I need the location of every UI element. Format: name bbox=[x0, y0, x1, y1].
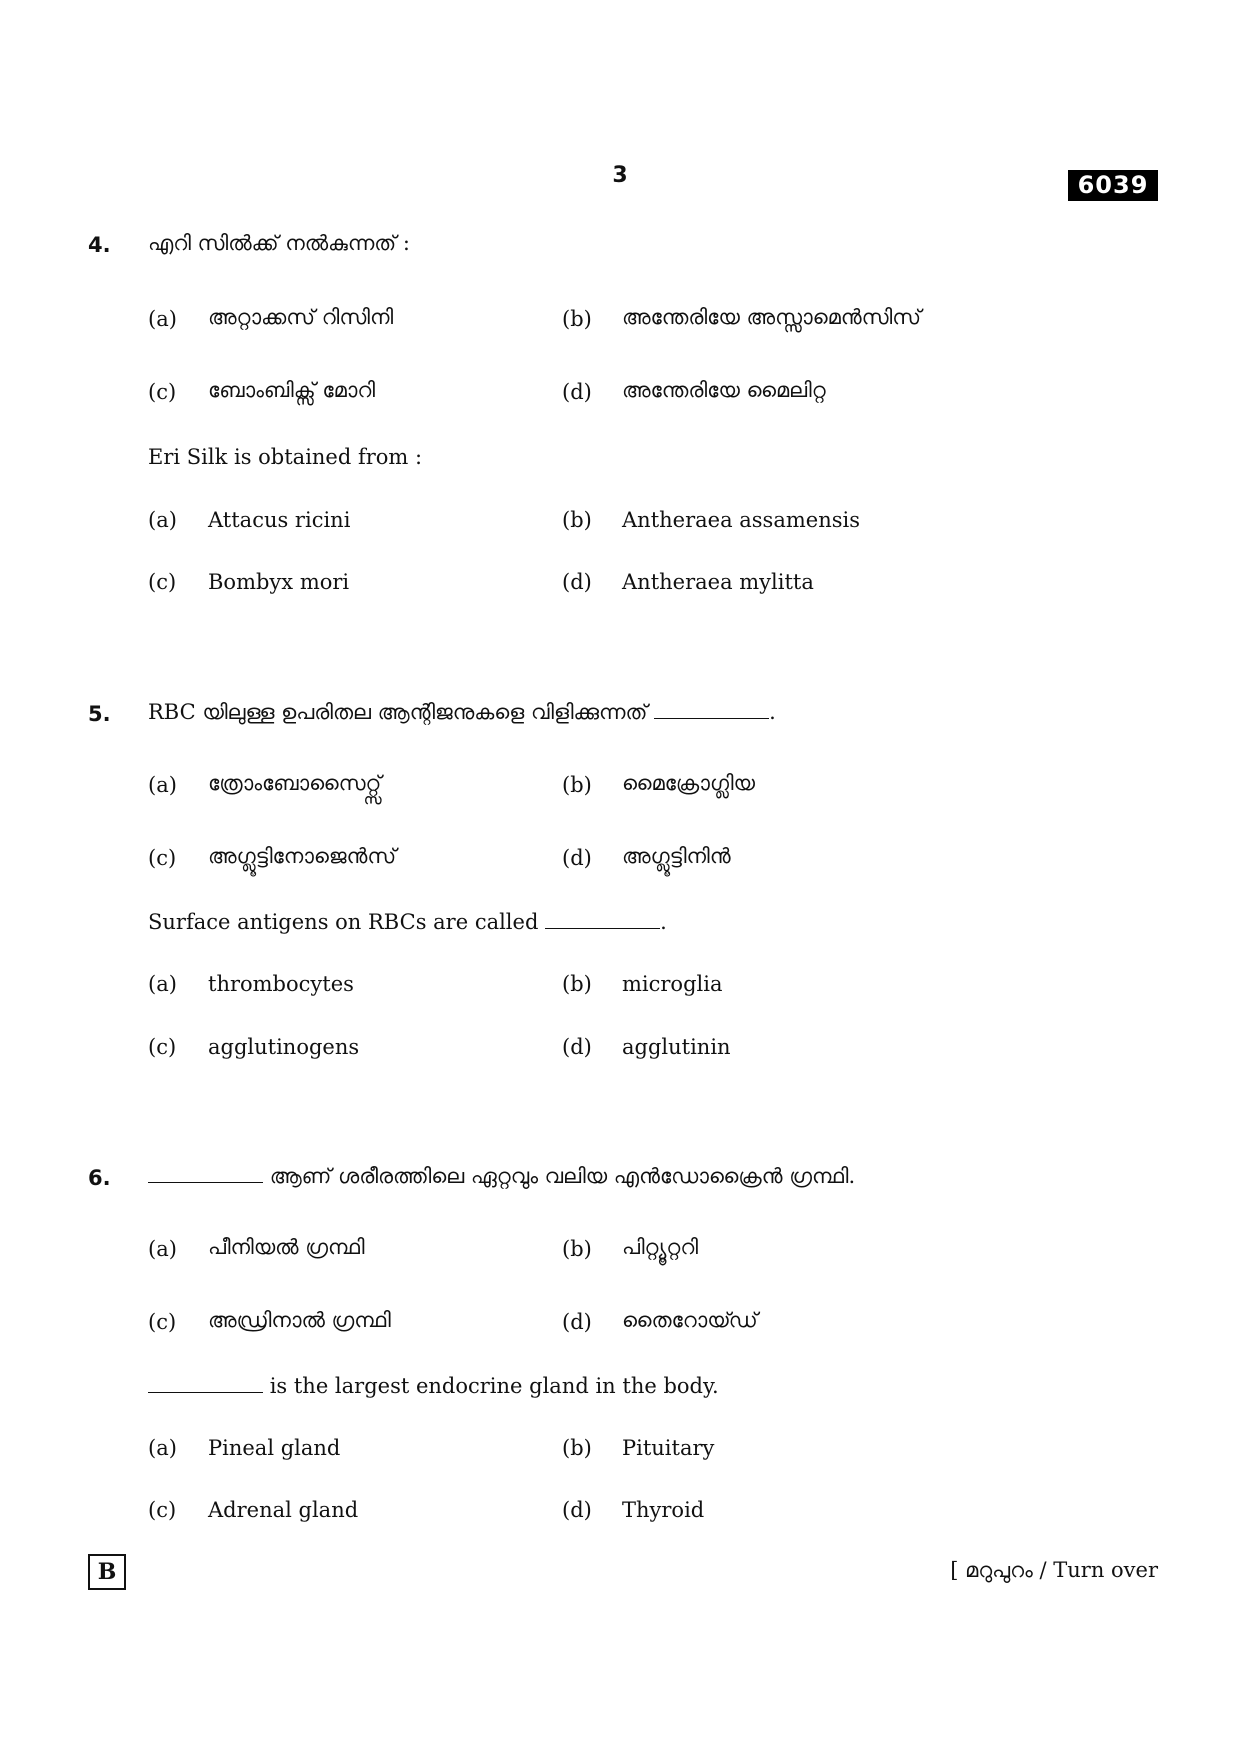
option-text-ml: അഗ്ലൂട്ടിനിൻ bbox=[622, 844, 731, 868]
option-text-en: Bombyx mori bbox=[208, 570, 350, 594]
stem-end: . bbox=[660, 910, 667, 934]
question-number: 6. bbox=[88, 1166, 111, 1190]
question-stem-ml bbox=[148, 1164, 855, 1189]
question-stem-en bbox=[148, 1374, 719, 1398]
answer-blank bbox=[148, 1391, 263, 1393]
stem-text: is the largest endocrine gland in the body. bbox=[269, 1374, 719, 1398]
question-stem-en: Eri Silk is obtained from : bbox=[148, 445, 423, 469]
set-label-box: B bbox=[88, 1554, 126, 1590]
option-letter: (d) bbox=[562, 846, 592, 870]
stem-text: RBC യിലുള്ള ഉപരിതല ആന്റിജനുകളെ വിളിക്കുന്നത് bbox=[148, 700, 648, 724]
option-letter: (a) bbox=[148, 508, 177, 532]
option-text-en: microglia bbox=[622, 972, 723, 996]
option-text-ml: ബോംബിക്സ് മോറി bbox=[208, 378, 376, 402]
option-letter: (b) bbox=[562, 1436, 592, 1460]
option-letter: (a) bbox=[148, 1436, 177, 1460]
option-text-ml: അന്തേരിയേ അസ്സാമെൻസിസ് bbox=[622, 305, 922, 329]
option-text-en: Adrenal gland bbox=[208, 1498, 359, 1522]
option-text-en: thrombocytes bbox=[208, 972, 354, 996]
option-letter: (c) bbox=[148, 570, 177, 594]
option-text-en: Pineal gland bbox=[208, 1436, 341, 1460]
option-text-ml: തൈറോയ്ഡ് bbox=[622, 1308, 758, 1332]
option-letter: (a) bbox=[148, 773, 177, 797]
option-letter: (b) bbox=[562, 972, 592, 996]
answer-blank bbox=[545, 927, 660, 929]
answer-blank bbox=[654, 717, 769, 719]
option-letter: (c) bbox=[148, 1498, 177, 1522]
option-text-ml: പീനിയൽ ഗ്രന്ഥി bbox=[208, 1235, 365, 1259]
answer-blank bbox=[148, 1181, 263, 1183]
option-text-ml: ത്രോംബോസൈറ്റ്സ് bbox=[208, 771, 382, 795]
question-number: 4. bbox=[88, 233, 111, 257]
option-text-ml: മൈക്രോഗ്ലിയ bbox=[622, 771, 755, 795]
option-letter: (b) bbox=[562, 307, 592, 331]
option-text-en: Pituitary bbox=[622, 1436, 715, 1460]
option-letter: (a) bbox=[148, 972, 177, 996]
option-letter: (c) bbox=[148, 1035, 177, 1059]
option-letter: (d) bbox=[562, 570, 592, 594]
option-text-ml: അന്തേരിയേ മൈലിറ്റ bbox=[622, 378, 826, 402]
option-letter: (c) bbox=[148, 380, 177, 404]
option-letter: (d) bbox=[562, 1310, 592, 1334]
question-number: 5. bbox=[88, 702, 111, 726]
option-letter: (d) bbox=[562, 1035, 592, 1059]
question-stem-en bbox=[148, 910, 667, 934]
option-text-en: agglutinin bbox=[622, 1035, 731, 1059]
stem-text: ആണ് ശരീരത്തിലെ ഏറ്റവും വലിയ എൻഡോക്രൈൻ ഗ്രന്ഥി. bbox=[269, 1164, 856, 1188]
option-text-en: Antheraea mylitta bbox=[622, 570, 814, 594]
option-letter: (b) bbox=[562, 1237, 592, 1261]
paper-code-badge: 6039 bbox=[1068, 170, 1158, 201]
option-letter: (c) bbox=[148, 1310, 177, 1334]
stem-end: . bbox=[769, 700, 776, 724]
turn-over-note: [ മറുപുറം / Turn over bbox=[950, 1558, 1158, 1582]
option-letter: (c) bbox=[148, 846, 177, 870]
option-letter: (b) bbox=[562, 508, 592, 532]
option-text-en: Thyroid bbox=[622, 1498, 705, 1522]
option-letter: (d) bbox=[562, 1498, 592, 1522]
option-text-en: Antheraea assamensis bbox=[622, 508, 860, 532]
option-letter: (d) bbox=[562, 380, 592, 404]
option-text-ml: അഡ്രിനാൽ ഗ്രന്ഥി bbox=[208, 1308, 391, 1332]
option-letter: (a) bbox=[148, 307, 177, 331]
option-text-ml: അറ്റാക്കസ് റിസിനി bbox=[208, 305, 394, 329]
option-text-ml: അഗ്ലൂട്ടിനോജെൻസ് bbox=[208, 844, 397, 868]
stem-text: Surface antigens on RBCs are called bbox=[148, 910, 539, 934]
option-text-en: Attacus ricini bbox=[208, 508, 351, 532]
question-stem-ml bbox=[148, 700, 776, 725]
option-text-en: agglutinogens bbox=[208, 1035, 360, 1059]
page-number: 3 bbox=[612, 163, 628, 188]
option-text-ml: പിറ്റ്യൂറ്ററി bbox=[622, 1235, 698, 1259]
question-stem-ml: എറി സിൽക്ക് നൽകുന്നത് : bbox=[148, 231, 410, 255]
option-letter: (a) bbox=[148, 1237, 177, 1261]
option-letter: (b) bbox=[562, 773, 592, 797]
